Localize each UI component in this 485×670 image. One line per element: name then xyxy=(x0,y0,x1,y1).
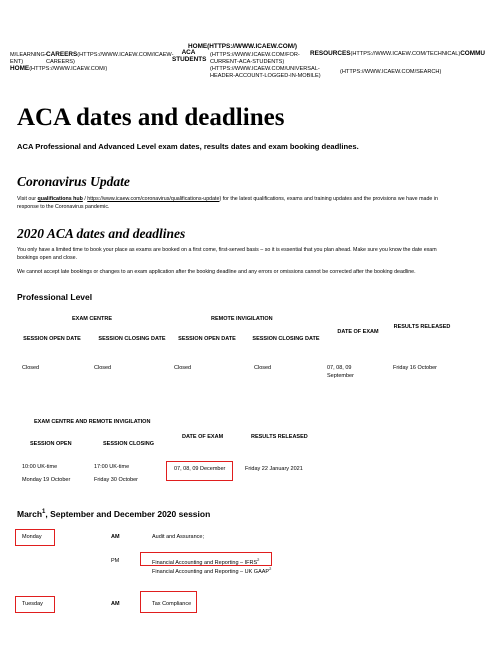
row-exam-date: 07, 08, 09 September xyxy=(327,365,354,379)
row-close: Closed xyxy=(94,365,112,371)
row-remote-close: Closed xyxy=(254,365,272,371)
day-tuesday: Tuesday xyxy=(22,601,43,607)
am-text-1: Audit and Assurance; xyxy=(152,534,204,540)
nav-resources[interactable]: RESOURCES(HTTPS://WWW.ICAEW.COM/TECHNICAL)COMMU xyxy=(310,50,485,57)
col-results: RESULTS RELEASED xyxy=(393,324,451,330)
col-exam-date: DATE OF EXAM xyxy=(337,329,379,335)
advanced-open-date: Monday 19 October xyxy=(22,477,71,483)
nav-careers[interactable]: CAREERS(HTTPS://WWW.ICAEW.COM/ICAEW-CAREERS) xyxy=(46,51,174,65)
dates-2020-heading: 2020 ACA dates and deadlines xyxy=(17,226,186,241)
highlight-monday-box xyxy=(15,529,55,546)
advanced-open-time: 10:00 UK-time xyxy=(22,464,58,470)
advanced-col-open: SESSION OPEN xyxy=(30,441,72,447)
row-remote-open: Closed xyxy=(174,365,192,371)
dates-2020-para2: We cannot accept late bookings or changes to an exam application after the booking deadline and any errors or omissions cannot be corrected after the booking deadline. xyxy=(17,269,416,275)
col-remote-close: SESSION CLOSING DATE xyxy=(252,336,320,342)
group-exam-centre: EXAM CENTRE xyxy=(72,316,113,322)
col-remote-open: SESSION OPEN DATE xyxy=(178,336,236,342)
session-heading: March$^1$, September and December 2020 session xyxy=(17,509,211,519)
highlight-ifrs-box xyxy=(140,552,272,566)
highlight-tax-box xyxy=(140,591,197,613)
covid-text: Visit our qualifications hub / https://www.icaew.com/coronavirus/qualifications-update) for the latest qualifications, exams and training updates and the provisions we have made in response to the Coronavirus pandemic. xyxy=(17,196,438,210)
nav-home-top[interactable]: HOME(HTTPS://WWW.ICAEW.COM/) xyxy=(188,43,297,50)
advanced-close-date: Friday 30 October xyxy=(94,477,139,483)
am-label-1: AM xyxy=(111,534,120,540)
pm-text-1: Financial Accounting and Reporting – IFRS$^2$ xyxy=(152,557,260,566)
nav-search[interactable]: (HTTPS://WWW.ICAEW.COM/SEARCH) xyxy=(340,69,442,75)
group-remote-invigilation: REMOTE INVIGILATION xyxy=(211,316,273,322)
page-title: ACA dates and deadlines xyxy=(17,104,285,131)
row-results: Friday 16 October xyxy=(393,365,438,371)
advanced-col-exam-date: DATE OF EXAM xyxy=(182,434,224,440)
am-text-2: Tax Compliance xyxy=(152,601,192,607)
day-monday: Monday xyxy=(22,534,42,540)
pm-text-2: Financial Accounting and Reporting – UK GAAP$^2$ xyxy=(152,566,272,575)
pm-label-1: PM xyxy=(111,558,120,564)
nav-header-account[interactable]: (HTTPS://WWW.ICAEW.COM/UNIVERSAL-HEADER-ACCOUNT-LOGGED-IN-MOBILE) xyxy=(210,66,321,79)
highlight-tuesday-box xyxy=(15,596,55,613)
col-session-open: SESSION OPEN DATE xyxy=(23,336,81,342)
page-subtitle: ACA Professional and Advanced Level exam dates, results dates and exam booking deadlines. xyxy=(17,142,359,151)
nav-aca-students[interactable]: ACA STUDENTS xyxy=(172,49,207,63)
advanced-col-close: SESSION CLOSING xyxy=(103,441,155,447)
highlight-exam-date-box xyxy=(166,461,233,481)
advanced-close-time: 17:00 UK-time xyxy=(94,464,130,470)
qualifications-hub-link[interactable]: qualifications hub xyxy=(37,196,83,202)
dates-2020-para1: You only have a limited time to book your place as exams are booked on a first come, first-served basis – so it is essential that you plan ahead. Make sure you know the date exam bookings open and close. xyxy=(17,247,437,261)
row-open: Closed xyxy=(22,365,40,371)
advanced-group-header: EXAM CENTRE AND REMOTE INVIGILATION xyxy=(34,419,151,425)
professional-level-heading: Professional Level xyxy=(17,292,93,302)
covid-url-link[interactable]: https://www.icaew.com/coronavirus/qualifications-update xyxy=(87,196,220,202)
advanced-exam-date: 07, 08, 09 December xyxy=(174,466,226,472)
nav-home[interactable]: HOME(HTTPS://WWW.ICAEW.COM/) xyxy=(10,65,108,72)
col-session-close: SESSION CLOSING DATE xyxy=(98,336,166,342)
advanced-col-results: RESULTS RELEASED xyxy=(251,434,308,440)
nav-aca-url[interactable]: (HTTPS://WWW.ICAEW.COM/FOR-CURRENT-ACA-STUDENTS) xyxy=(210,52,300,65)
advanced-results: Friday 22 January 2021 xyxy=(245,466,303,472)
am-label-2: AM xyxy=(111,601,120,607)
covid-heading: Coronavirus Update xyxy=(17,174,130,189)
nav-learning-ent[interactable]: M/LEARNING-ENT) xyxy=(10,52,47,65)
